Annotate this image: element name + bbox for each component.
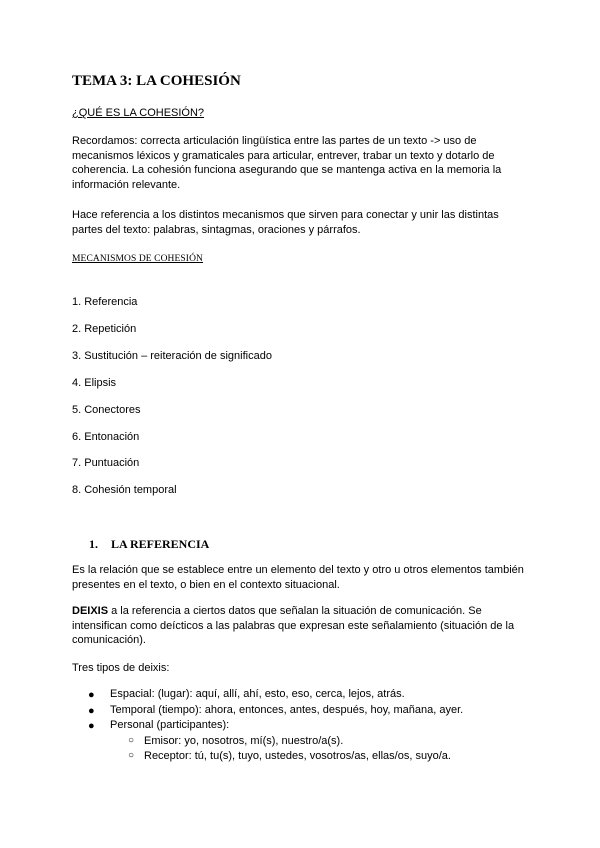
mechanism-item: 1. Referencia	[72, 296, 138, 308]
mechanism-item: 2. Repetición	[72, 323, 137, 335]
list-item: ● Temporal (tiempo): ahora, entonces, antes, después, hoy, mañana, ayer.	[88, 703, 464, 717]
mechanism-item: 3. Sustitución – reiteración de significado	[72, 350, 272, 362]
deixis-term: DEIXIS	[72, 605, 109, 617]
paragraph-deixis	[72, 604, 532, 648]
list-item: ● Personal (participantes):	[88, 719, 230, 733]
list-item: ● Espacial: (lugar): aquí, allí, ahí, esto, eso, cerca, lejos, atrás.	[88, 688, 405, 701]
bullet-icon: ●	[88, 704, 95, 717]
bullet-icon: ●	[88, 689, 95, 701]
types-intro: Tres tipos de deixis:	[72, 662, 170, 674]
paragraph-reference: Hace referencia a los distintos mecanismos que sirven para conectar y unir las distintas partes del texto: palabras, sintagmas, oraciones y párrafos.	[72, 209, 499, 236]
mechanism-item: 7. Puntuación	[72, 457, 140, 469]
mechanism-item: 6. Entonación	[72, 431, 140, 443]
hollow-bullet-icon: ○	[128, 734, 135, 746]
deixis-types-list	[72, 687, 464, 765]
mechanism-item: 8. Cohesión temporal	[72, 484, 177, 496]
hollow-bullet-icon: ○	[128, 750, 135, 762]
section-subtitle: ¿QUÉ ES LA COHESIÓN?	[72, 107, 205, 119]
list-item: ○ Receptor: tú, tu(s), tuyo, ustedes, vosotros/as, ellas/os, suyo/a.	[128, 750, 451, 763]
section-number: 1.	[89, 537, 98, 551]
deixis-text: a la referencia a ciertos datos que señalan la situación de comunicación. Se intensifican como deícticos a las palabras que expresan este señalamiento (situación de la comunicación).	[72, 605, 515, 647]
mechanism-item: 5. Conectores	[72, 404, 141, 416]
list-item: ○ Emisor: yo, nosotros, mí(s), nuestro/a(s).	[128, 734, 344, 747]
mechanisms-heading: MECANISMOS DE COHESIÓN	[72, 254, 203, 264]
section-heading-text: LA REFERENCIA	[111, 537, 210, 551]
page-title: TEMA 3: LA COHESIÓN	[72, 73, 241, 89]
paragraph-relation: Es la relación que se establece entre un elemento del texto y otro u otros elementos también presentes en el texto, o bien en el contexto situacional.	[72, 564, 524, 591]
bullet-icon: ●	[88, 720, 95, 733]
mechanism-item: 4. Elipsis	[72, 377, 117, 389]
section-heading-referencia	[89, 537, 209, 552]
paragraph-definition: Recordamos: correcta articulación lingüística entre las partes de un texto -> uso de mecanismos léxicos y gramaticales para articular, entrever, trabar un texto y dotarlo de coherencia. La cohesión funciona asegurando que se mantenga activa en la memoria la información relevante.	[72, 135, 502, 191]
